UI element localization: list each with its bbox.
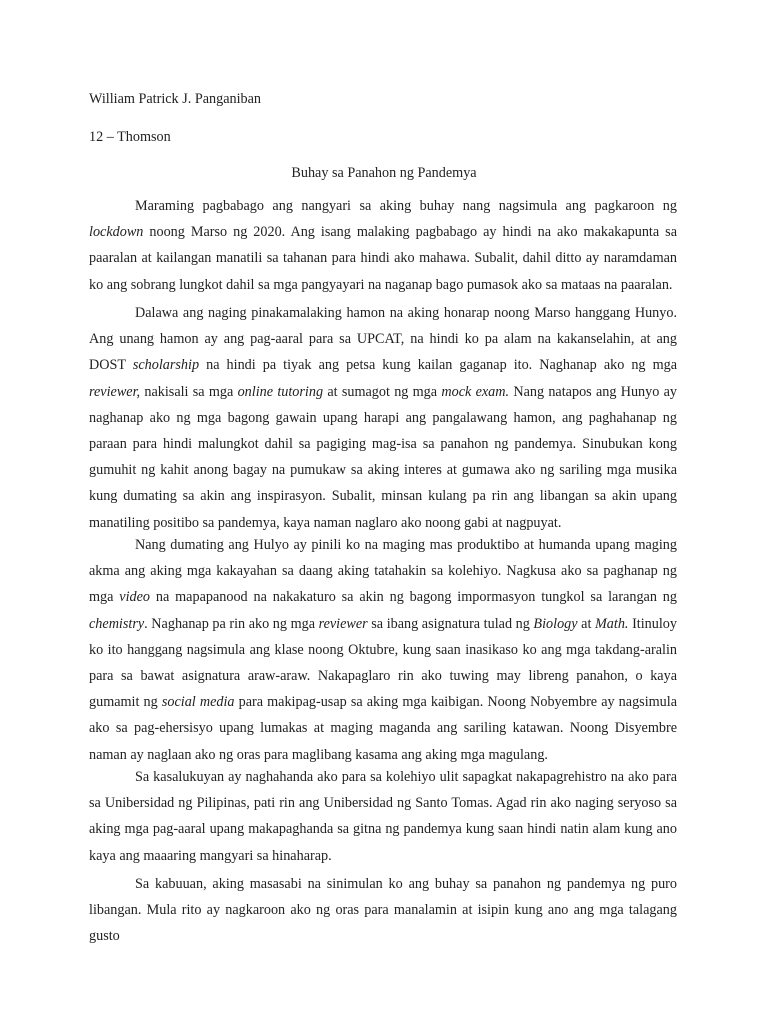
text-run: noong Marso ng 2020. Ang isang malaking pagbabago ay hindi na ako makakapunta sa paaralan at kailangan manatili sa tahanan para hindi ako mahawa. Subalit, dahil ditto ay naramdaman ko ang sobrang lungkot dahil sa mga pangyayari na naganap bago pumasok ako sa mataas na paaralan. [89, 224, 677, 293]
text-run: para makipag-usap sa aking mga kaibigan. Noong Nobyembre ay nagsimula ako sa pag-ehersisyo upang lumakas at maging maganda ang sariling katawan. Noong Disyembre naman ay naglaan ako ng oras para maglibang kasama ang aking mga magulang. [89, 694, 677, 763]
paragraph-text [89, 532, 677, 768]
paragraph-text: Sa kasalukuyan ay naghahanda ako para sa kolehiyo ulit sapagkat nakapagrehistro na ako para sa Unibersidad ng Pilipinas, pati rin ang Unibersidad ng Santo Tomas. Agad rin ako naging seryoso sa aking mga pag-aaral upang makapaghanda sa gitna ng pandemya kung saan hindi natin alam kung ano kaya ang maaaring mangyari sa hinaharap. [89, 769, 677, 864]
italic-term: chemistry [89, 615, 145, 632]
text-run: . Naghanap pa rin ako ng mga [144, 615, 319, 632]
italic-term: video [119, 589, 151, 606]
paragraph-text [89, 193, 677, 298]
paragraph-2 [89, 300, 677, 536]
paragraph-5 [89, 871, 677, 950]
text-run: na hindi pa tiyak ang petsa kung kailan gaganap ito. Naghanap ako ng mga [199, 357, 677, 374]
paragraph-1 [89, 193, 677, 298]
paragraph-text: Sa kabuuan, aking masasabi na sinimulan ko ang buhay sa panahon ng pandemya ng puro libangan. Mula rito ay nagkaroon ako ng oras para manalamin at isipin kung ano ang mga talagang gusto [89, 876, 677, 945]
italic-term: social media [161, 694, 235, 711]
essay-title: Buhay sa Panahon ng Pandemya [291, 165, 477, 181]
text-run: at [577, 615, 595, 632]
text-run: na mapapanood na nakakaturo sa akin ng bagong impormasyon tungkol sa larangan ng [150, 589, 677, 606]
italic-term: online tutoring [237, 383, 324, 400]
text-run: Itinuloy ko ito hanggang nagsimula ang klase noong Oktubre, kung saan inasikaso ko ang mga takdang-aralin para sa bawat asignatura araw-araw. Nakapaglaro rin ako tuwing may libreng panahon, o kaya gumamit ng [89, 615, 677, 711]
italic-term: Biology [533, 615, 578, 632]
text-run: at sumagot ng mga [323, 383, 442, 400]
paragraph-text [89, 300, 677, 536]
class-section: 12 – Thomson [89, 129, 171, 145]
paragraph-3 [89, 532, 677, 768]
italic-term: Math. [594, 615, 629, 632]
text-run: sa ibang asignatura tulad ng [367, 615, 534, 632]
text-run: Nang natapos ang Hunyo ay naghanap ako ng mga bagong gawain upang harapi ang pangalawang hamon, ang paghahanap ng paraan para hindi malungkot dahil sa pagiging mag-isa sa panahon ng pandemya. Sinubukan kong gumuhit ng kahit anong bagay na pumukaw sa aking interes at gumawa ako ng sariling mga musika kung dumating sa akin ang inspirasyon. Subalit, minsan kulang pa rin ang libangan sa akin upang manatiling positibo sa pandemya, kaya naman naglaro ako noong gabi at nagpuyat. [89, 383, 678, 531]
italic-term: reviewer, [89, 383, 141, 400]
text-run: Dalawa ang naging pinakamalaking hamon na aking honarap noong Marso hanggang Hunyo. Ang unang hamon ay ang pag-aaral para sa UPCAT, na hindi ko pa alam na kakanselahin, at ang DOST [89, 305, 677, 374]
italic-term: lockdown [89, 224, 144, 241]
text-run: Nang dumating ang Hulyo ay pinili ko na maging mas produktibo at humanda upang maging akma ang aking mga kakayahan sa daang aking tatahakin sa kolehiyo. Nagkusa ako sa paghanap ng mga [89, 537, 677, 606]
italic-term: reviewer [318, 615, 368, 632]
italic-term: scholarship [132, 357, 200, 374]
text-run: nakisali sa mga [140, 383, 238, 400]
italic-term: mock exam. [441, 383, 510, 400]
text-run: Maraming pagbabago ang nangyari sa aking buhay nang nagsimula ang pagkaroon ng [135, 198, 677, 214]
paragraph-4 [89, 764, 677, 869]
author-name: William Patrick J. Panganiban [89, 91, 262, 107]
